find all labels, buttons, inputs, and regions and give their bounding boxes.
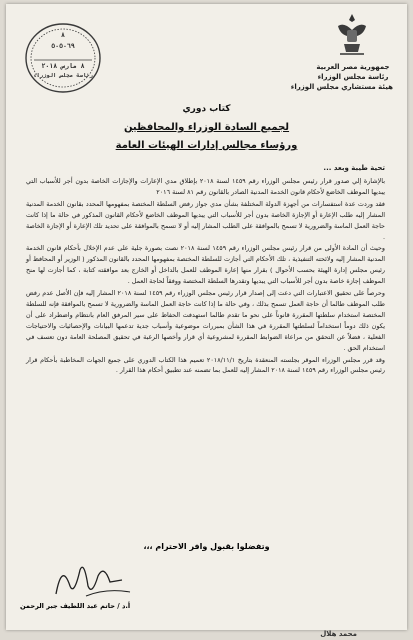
signatory-name: أ.د / حاتم عبد اللطيف جبر الرحمن — [20, 602, 131, 610]
addressee-line-1: لجميع السادة الوزراء والمحافظين — [123, 122, 290, 133]
stamp-ref: ٥٠٥٠٦٩ — [51, 42, 75, 50]
paragraph: فقد وردت عدة استفسارات من أجهزة الدولة المختلفة بشأن مدي جواز رفض السلطة المختصة بمفهومها المحدد بقانون الخدمة المدنية المشار إليه طلب الإعارة أو الإجازة الخاصة بدون أجر للأسباب التي يبديها الموظف الخاضع لأحكام القانون المذكور في حالة ما إذا كانت حاجة العمل الماسة والضرورية لا تسمح بالموافقة على الطلب المشار إليه أو لا تسمح بالموافقة على تحديد تلك الإعارة أو الإجازة الخاصة . — [26, 199, 385, 241]
paragraph: وحيث أن المادة الأولى من قرار رئيس مجلس الوزراء رقم ١٤٥٩ لسنة ٢٠١٨ نصت بصورة جلية على عدم الإخلال بأحكام قانون الخدمة المدنية المشار إليه ولائحته التنفيذية ، تلك الأحكام التي أجازت للسلطة المختصة بمفهومها المحدد بالقانون المذكور ( الوزير أو المحافظ أو رئيس مجلس إدارة الهيئة بحسب الأحوال ) بقرار منها إعارة الموظف للعمل بالداخل أو الخارج بعد موافقته كتابة ، كما أجازت لها منح الموظف إجازة خاصة بدون أجر للأسباب التي يبديها وتقدرها السلطة المختصة ووفقاً لحاجة العمل . — [26, 244, 385, 286]
letterhead-line-3: هيئة مستشاري مجلس الوزراء — [290, 83, 393, 91]
stamp-number: ٨ — [61, 31, 65, 39]
watermark-credit: محمد هلال — [320, 630, 357, 638]
stamp-text — [24, 22, 102, 94]
greeting: تحية طيبة وبعد ... — [323, 164, 385, 172]
closing-line: وتفضلوا بقبول وافر الاحترام ،،، — [143, 542, 270, 551]
stamp-caption: رئاسة مجلس الوزراء — [33, 73, 93, 79]
document-type: كتاب دوري — [182, 104, 231, 114]
letterhead-line-2: رئاسة مجلس الوزراء — [317, 73, 389, 81]
paragraph: وحرصاً على تحقيق الاعتبارات التي دعت إلى إصدار قرار رئيس مجلس الوزراء رقم ١٤٥٩ لسنة ٢٠١٨ المشار إليه فإن الأصل عدم رفض طلب الموظف طالما أن حاجة العمل تسمح بذلك ، وفي حالة ما إذا كانت حاجة العمل الماسة والضرورية لا تسمح بالموافقة فإنه للسلطة المختصة استخدام سلطتها المقررة قانوناً على نحو ما تقدم طالما استهدفت الحفاظ على سير المرفق العام بانتظام واضطراد على أن يكون ذلك دوماً استخداماً لسلطتها المقررة في هذا الشأن بمبررات موضوعية وأسباب جدية تدعمها البيانات والإحصائيات والاحتياجات الفعلية ، فضلاً عن التحقق من مراعاة الضوابط المقررة لمشروعية أي قرار وأخصها الرغبة في تحقيق المصلحة العامة دون تعسف في استخدام الحق . — [26, 289, 385, 352]
paragraph: وقد قرر مجلس الوزراء الموقر بجلسته المنعقدة بتاريخ ٢٠١٨/١١/١ تعميم هذا الكتاب الدوري على جميع الجهات المخاطبة بأحكام قرار رئيس مجلس الوزراء رقم ١٤٥٩ لسنة ٢٠١٨ المشار إليه للعمل بما تضمنه عند تطبيق أحكام هذا القرار . — [26, 355, 385, 375]
eagle-emblem-icon — [335, 12, 369, 58]
handwritten-signature — [26, 556, 166, 600]
paragraph: بالإشارة إلي صدور قرار رئيس مجلس الوزراء رقم ١٤٥٩ لسنة ٢٠١٨ بإطلاق مدي الإعارات والإجازات الخاصة بدون أجر للأسباب التي يبديها الموظف الخاضع لأحكام قانون الخدمة المدنية الصادر بالقانون رقم ٨١ لسنة ٢٠١٦ — [26, 177, 385, 196]
letterhead — [290, 62, 393, 92]
letterhead-line-1: جمهورية مصر العربية — [316, 63, 390, 71]
document-sheet — [6, 4, 407, 630]
letter-body — [26, 164, 385, 377]
addressee-line-2: ورؤساء مجالس إدارات الهيئات العامة — [115, 140, 298, 151]
stamp-date: ٨ مارس ٢٠١٨ — [41, 62, 85, 70]
